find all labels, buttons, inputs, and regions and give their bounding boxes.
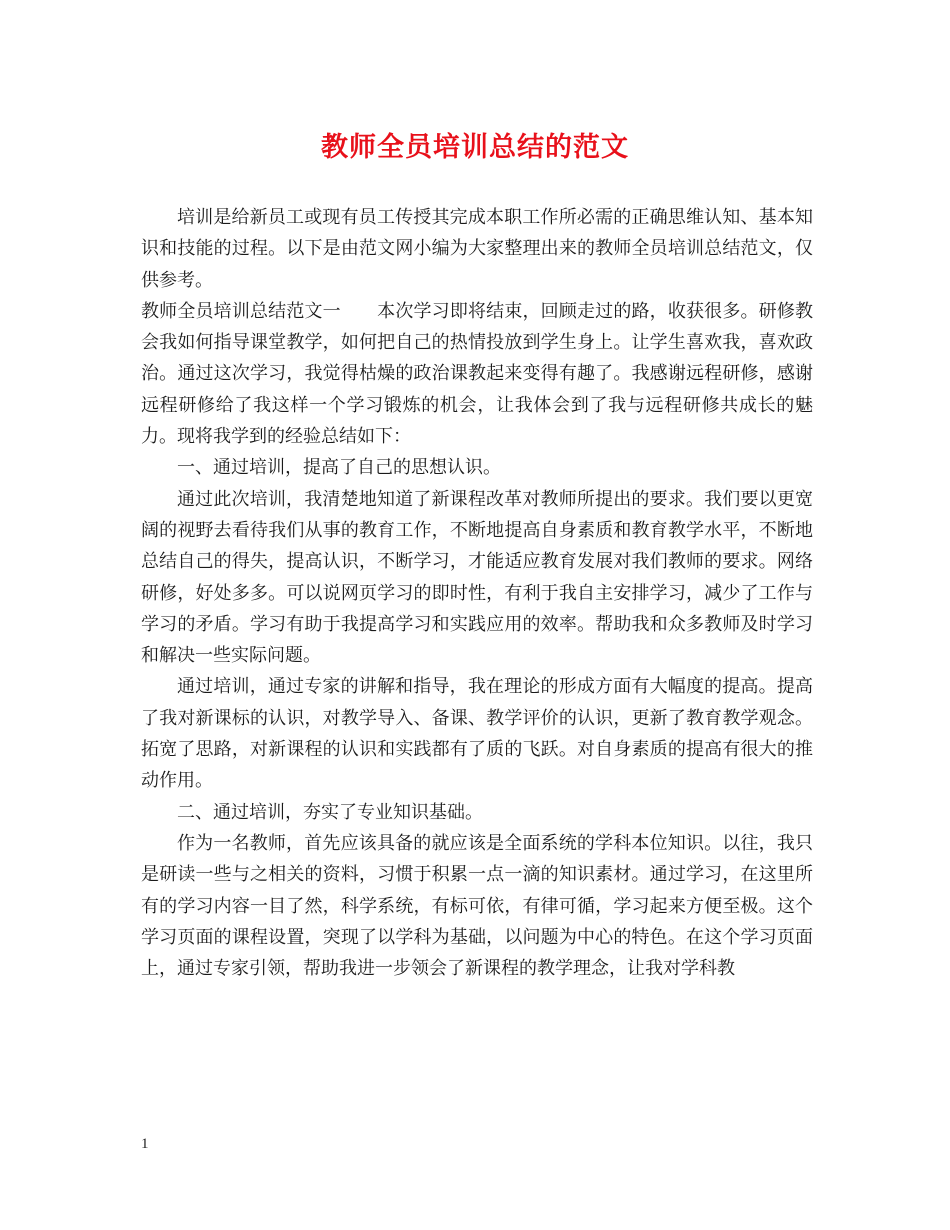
- document-title: 教师全员培训总结的范文: [321, 132, 629, 163]
- paragraph-section-two: 作为一名教师，首先应该具备的就应该是全面系统的学科本位知识。以往，我只是研读一些与之相关的资料，习惯于积累一点一滴的知识素材。通过学习，在这里所有的学习内容一目了然，科学系统，有标可依，有律可循，学习起来方便至极。这个学习页面的课程设置，突现了以学科为基础，以问题为中心的特色。在这个学习页面上，通过专家引领，帮助我进一步领会了新课程的教学理念，让我对学科教: [141, 832, 813, 980]
- paragraph-sample-one: 教师全员培训总结范文一 本次学习即将结束，回顾走过的路，收获很多。研修教会我如何指导课堂教学，如何把自己的热情投放到学生身上。让学生喜欢我，喜欢政治。通过这次学习，我觉得枯燥的政治课教起来变得有趣了。我感谢远程研修，感谢远程研修给了我这样一个学习锻炼的机会，让我体会到了我与远程研修共成长的魅力。现将我学到的经验总结如下：: [141, 300, 813, 448]
- paragraph-intro: 培训是给新员工或现有员工传授其完成本职工作所必需的正确思维认知、基本知识和技能的过程。以下是由范文网小编为大家整理出来的教师全员培训总结范文，仅供参考。: [141, 207, 813, 291]
- page-number: 1: [141, 1136, 149, 1152]
- paragraph-section-one-b: 通过培训，通过专家的讲解和指导，我在理论的形成方面有大幅度的提高。提高了我对新课标的认识，对教学导入、备课、教学评价的认识，更新了教育教学观念。拓宽了思路，对新课程的认识和实践都有了质的飞跃。对自身素质的提高有很大的推动作用。: [141, 676, 813, 792]
- heading-section-one: 一、通过培训，提高了自己的思想认识。: [177, 457, 501, 479]
- paragraph-section-one-a: 通过此次培训，我清楚地知道了新课程改革对教师所提出的要求。我们要以更宽阔的视野去看待我们从事的教育工作，不断地提高自身素质和教育教学水平，不断地总结自己的得失，提高认识，不断学习，才能适应教育发展对我们教师的要求。网络研修，好处多多。可以说网页学习的即时性，有利于我自主安排学习，减少了工作与学习的矛盾。学习有助于我提高学习和实践应用的效率。帮助我和众多教师及时学习和解决一些实际问题。: [141, 488, 813, 667]
- heading-section-two: 二、通过培训，夯实了专业知识基础。: [177, 801, 483, 823]
- document-body: [141, 202, 813, 984]
